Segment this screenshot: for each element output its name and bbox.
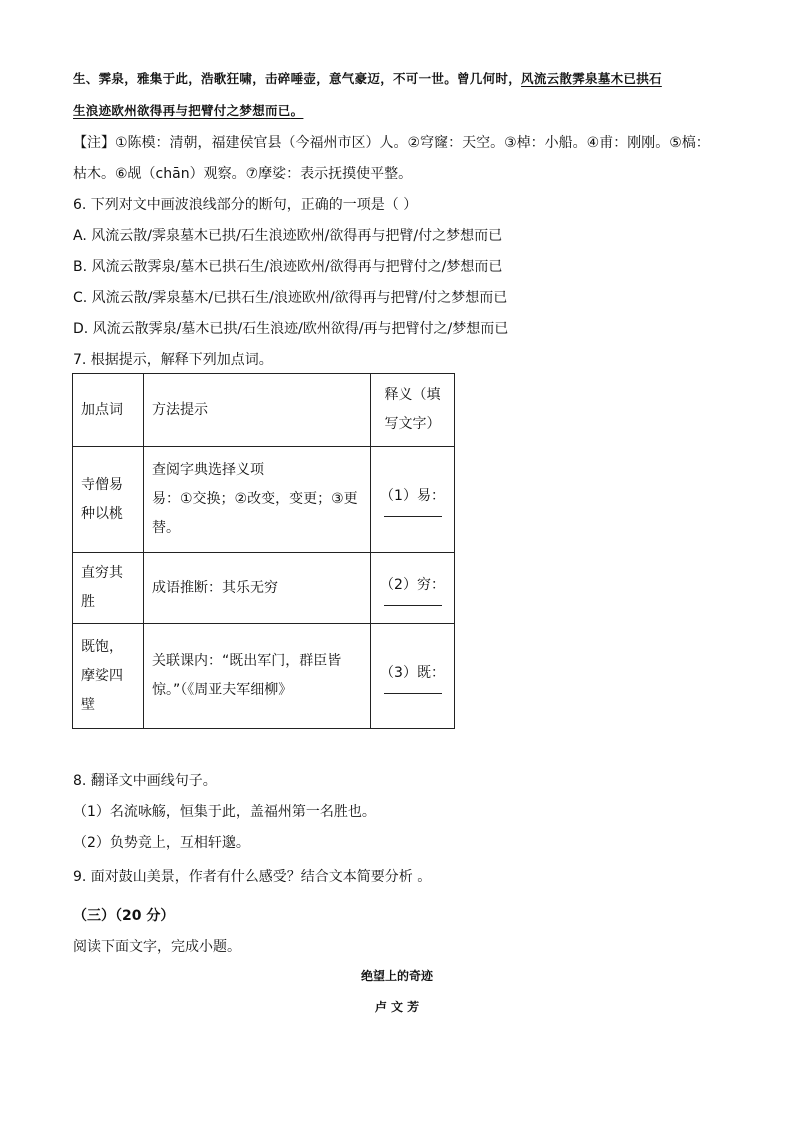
question-7-stem: 7. 根据提示，解释下列加点词。	[73, 352, 273, 368]
question-9-stem: 9. 面对鼓山美景，作者有什么感受？结合文本简要分析 。	[73, 869, 432, 885]
notes-line-1: 【注】①陈模：清朝，福建侯官县（今福州市区）人。②穹窿：天空。③棹：小船。④甫：刚刚。⑤槁：	[73, 135, 710, 151]
answer-cell[interactable]: （3）既：	[371, 624, 455, 729]
word-cell: 寺僧易 种以桃	[73, 447, 144, 553]
answer-cell[interactable]: （1）易：	[371, 447, 455, 553]
option-c: C. 风流云散/霁泉墓木/已拱石生/浪迹欧州/欲得再与把臂/付之梦想而已	[73, 290, 508, 306]
notes-line-2: 枯木。⑥觇（chān）观察。⑦摩娑：表示抚摸使平整。	[73, 166, 413, 182]
question-8-stem: 8. 翻译文中画线句子。	[73, 773, 217, 789]
section-instruction: 阅读下面文字，完成小题。	[73, 939, 241, 955]
hint-cell: 关联课内：“既出军门，群臣皆 惊。”（《周亚夫军细柳》	[144, 624, 371, 729]
question-6-stem: 6. 下列对文中画波浪线部分的断句，正确的一项是（ ）	[73, 197, 418, 213]
table-header-row	[73, 374, 455, 447]
article-title: 绝望上的奇迹	[360, 969, 433, 983]
definition-table	[72, 373, 455, 729]
word-cell: 直穷其 胜	[73, 553, 144, 624]
passage-text: 生、霁泉，雅集于此，浩歌狂啸，击碎唾壶，意气豪迈，不可一世。曾几何时，	[73, 71, 522, 86]
answer-cell[interactable]: （2）穷：	[371, 553, 455, 624]
header-hint: 方法提示	[144, 374, 371, 447]
hint-cell: 查阅字典选择义项 易：①交换；②改变，变更；③更 替。	[144, 447, 371, 553]
table-row	[73, 447, 455, 553]
passage-line-2	[73, 101, 303, 119]
passage-text: 。	[290, 103, 304, 118]
hint-cell: 成语推断：其乐无穷	[144, 553, 371, 624]
header-meaning: 释义（填 写文字）	[371, 374, 455, 447]
answer-blank[interactable]	[384, 515, 442, 517]
question-8-item-2: （2）负势竞上，互相轩邈。	[73, 835, 250, 851]
option-b: B. 风流云散霁泉/墓木已拱石生/浪迹欧州/欲得再与把臂付之/梦想而已	[73, 259, 503, 275]
header-word: 加点词	[73, 374, 144, 447]
word-cell: 既饱， 摩娑四 壁	[73, 624, 144, 729]
passage-line-1	[73, 69, 662, 87]
article-author: 卢 文 芳	[374, 1000, 420, 1014]
option-a: A. 风流云散/霁泉墓木已拱/石生浪迹欧州/欲得再与把臂/付之梦想而已	[73, 228, 503, 244]
wavy-underlined-text: 风流云散霁泉墓木已拱石	[521, 71, 662, 86]
question-8-item-1: （1）名流咏觞，恒集于此，盖福州第一名胜也。	[73, 804, 376, 820]
answer-blank[interactable]	[384, 692, 442, 694]
table-row	[73, 624, 455, 729]
option-d: D. 风流云散霁泉/墓木已拱/石生浪迹/欧州欲得/再与把臂付之/梦想而已	[73, 321, 509, 337]
section-heading: （三）（20 分）	[73, 908, 175, 924]
wavy-underlined-text: 生浪迹欧州欲得再与把臂付之梦想而已	[73, 103, 291, 118]
table-row	[73, 553, 455, 624]
answer-blank[interactable]	[384, 604, 442, 606]
